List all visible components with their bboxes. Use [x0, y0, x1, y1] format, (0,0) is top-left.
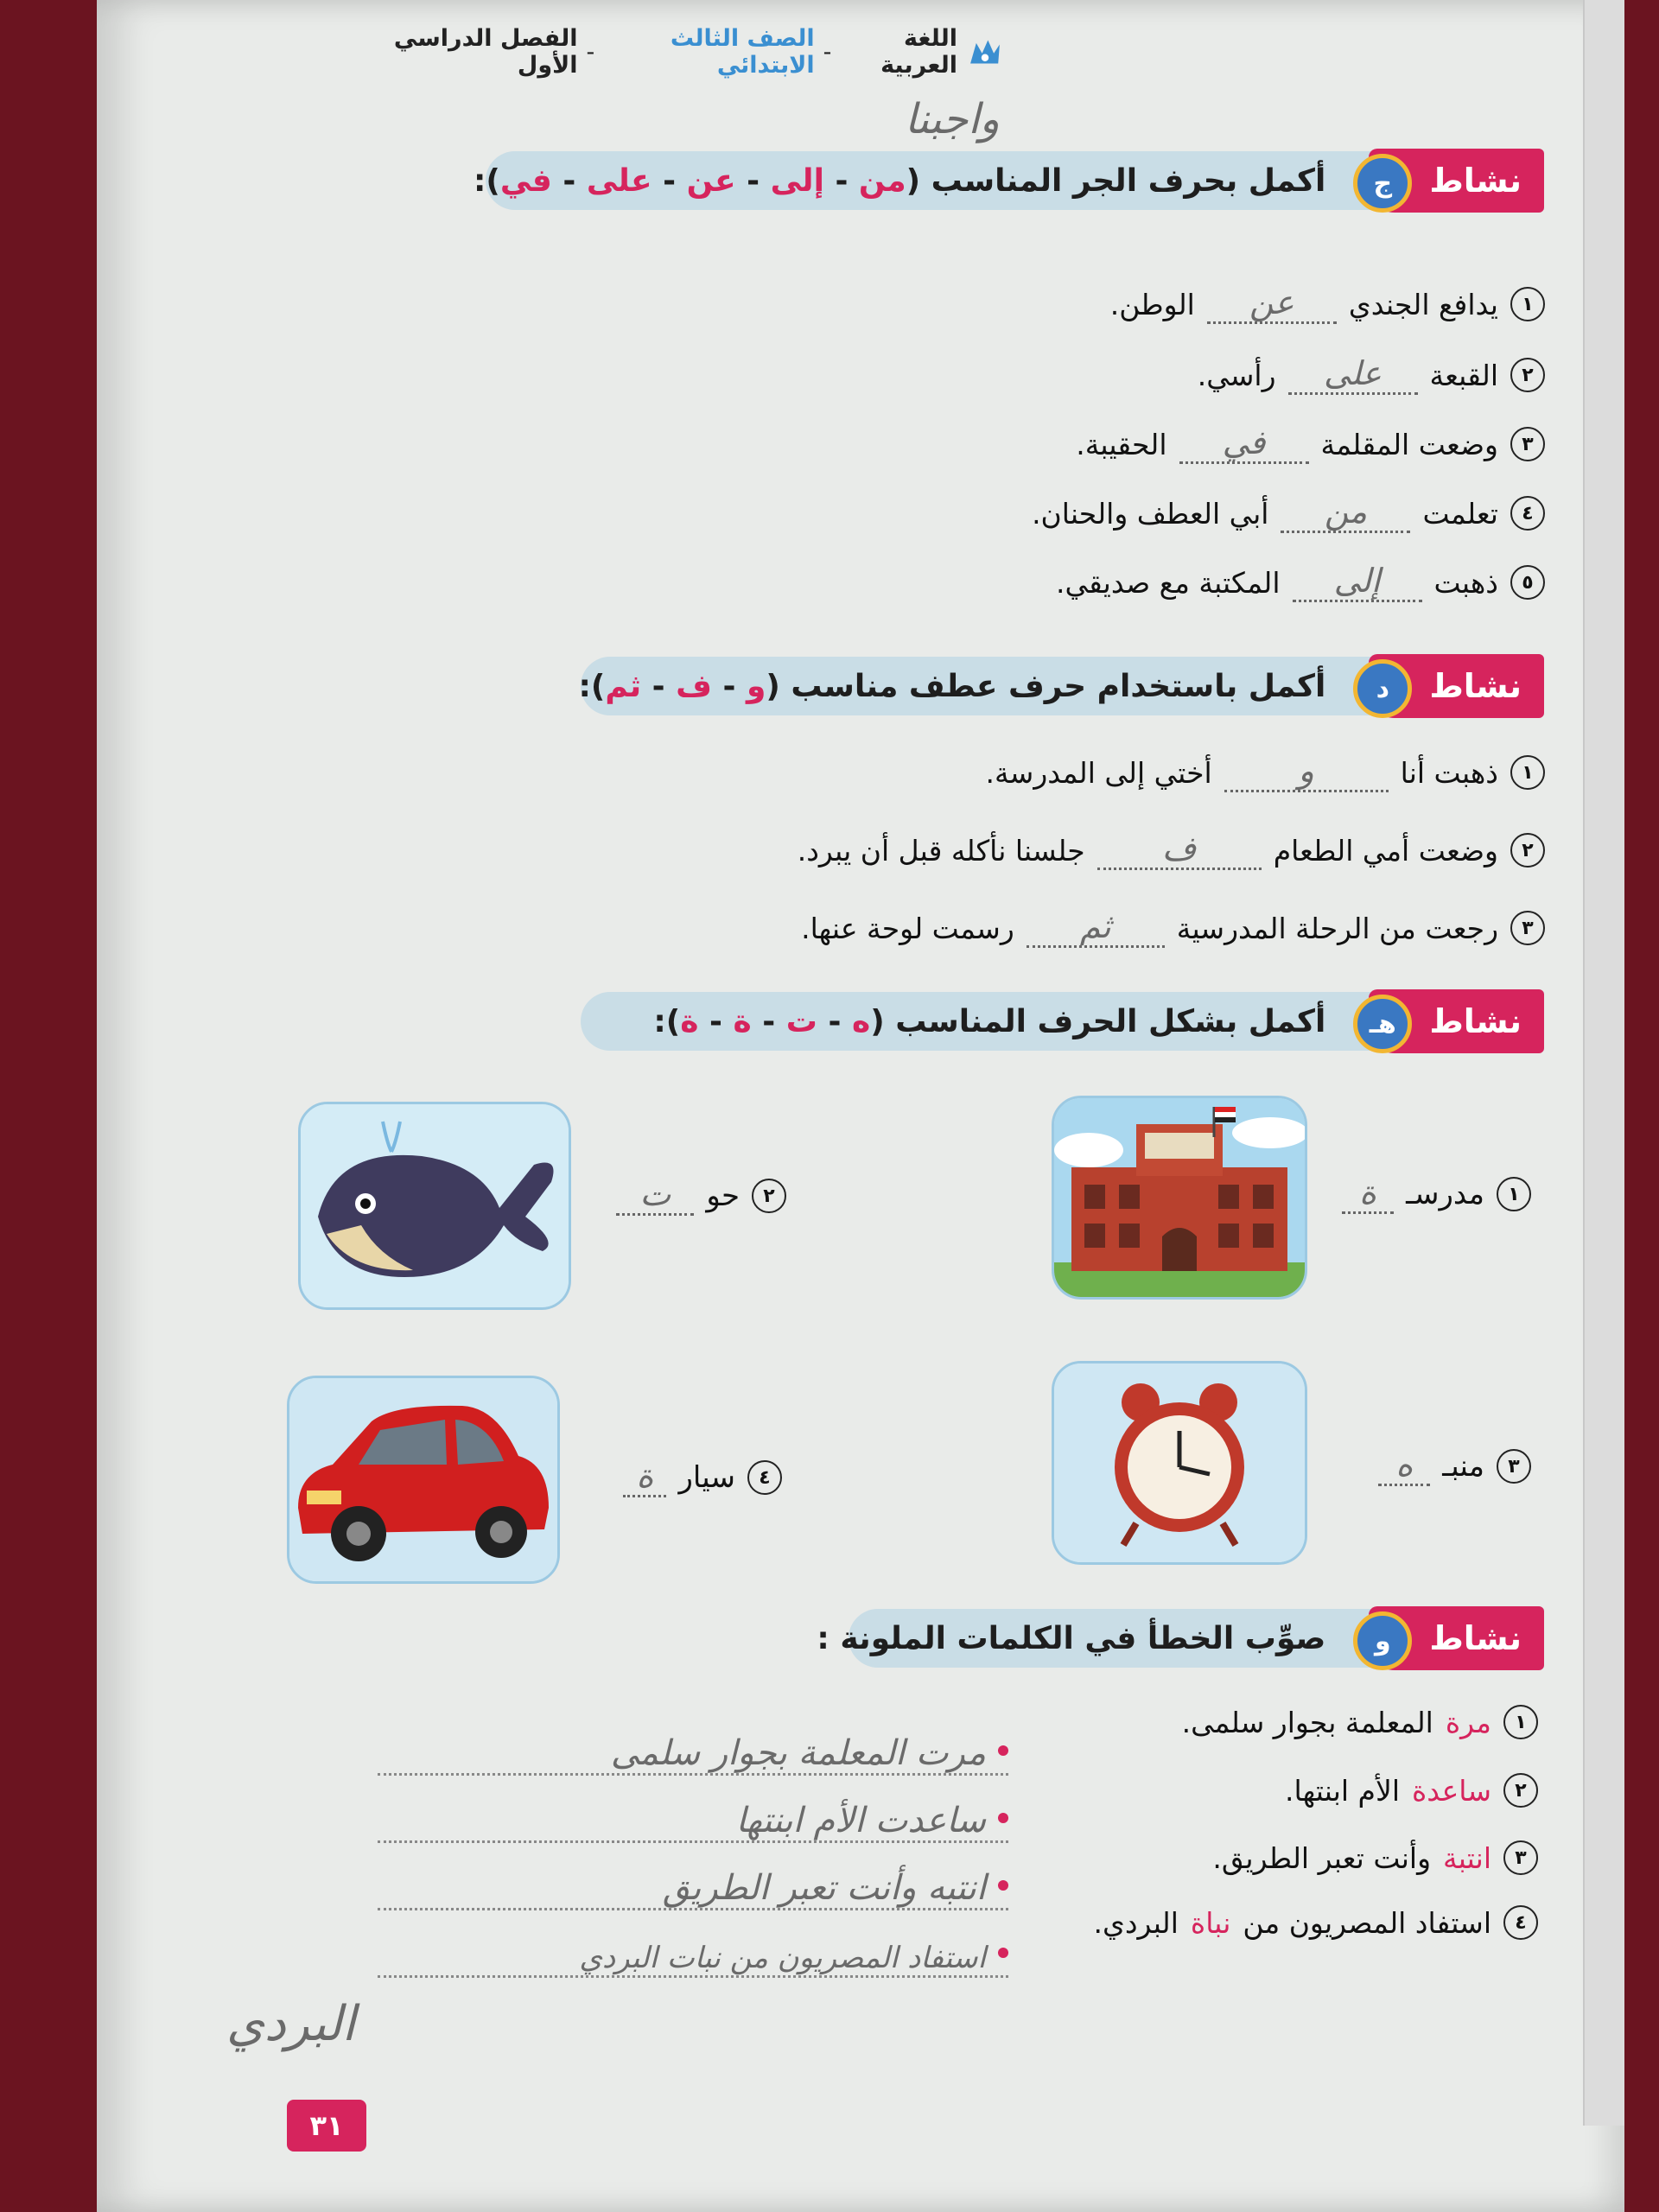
- activity-title: أكمل بحرف الجر المناسب (من - إلى - عن - على - في):: [474, 162, 1326, 199]
- wrong-word: نباة: [1190, 1905, 1231, 1940]
- page-number: ٣١: [287, 2100, 366, 2152]
- handwritten-note: واجبنا: [905, 95, 1000, 143]
- title-text: ):: [474, 162, 500, 199]
- item-text: رجعت من الرحلة المدرسية: [1176, 911, 1498, 945]
- logo-icon: [966, 35, 1004, 69]
- bullet-icon: [998, 1880, 1008, 1891]
- item-text: استفاد المصريون من: [1243, 1905, 1491, 1940]
- exercise-item: [798, 831, 1545, 870]
- school-picture: [1052, 1096, 1307, 1300]
- title-text: أكمل بشكل الحرف المناسب (: [870, 1003, 1326, 1039]
- bullet-icon: [998, 1948, 1008, 1958]
- answer-blank[interactable]: ه: [1378, 1447, 1430, 1486]
- exercise-item: [1076, 425, 1545, 464]
- exercise-item: [1285, 1773, 1538, 1808]
- alarm-clock-icon: [1054, 1363, 1305, 1562]
- activity-title: أكمل بشكل الحرف المناسب (ه - ت - ة - ة):: [653, 1003, 1326, 1039]
- activity-badge: [1369, 654, 1544, 718]
- answer-line[interactable]: [378, 1789, 1008, 1843]
- item-text: المكتبة مع صديقي.: [1055, 565, 1281, 600]
- item-number: ٢: [1510, 358, 1545, 392]
- item-number: ٣: [1510, 911, 1545, 945]
- title-text: ):: [653, 1003, 681, 1039]
- item-text: القبعة: [1429, 358, 1498, 392]
- handwritten-answer: ساعدت الأم ابنتها: [735, 1801, 986, 1840]
- answer-line[interactable]: [378, 1721, 1008, 1776]
- activity-badge: [1369, 149, 1544, 213]
- badge-letter: و: [1353, 1611, 1412, 1670]
- header-separator: -: [823, 38, 832, 66]
- item-text: الأم ابنتها.: [1285, 1773, 1400, 1808]
- item-text: ذهبت أنا: [1400, 755, 1498, 790]
- badge-label: نشاط: [1429, 667, 1522, 705]
- item-word: حو: [706, 1179, 740, 1214]
- whale-picture: [298, 1102, 571, 1310]
- exercise-item: [1032, 494, 1545, 533]
- option: و: [746, 668, 766, 704]
- item-text: وضعت أمي الطعام: [1273, 833, 1498, 868]
- answer-blank[interactable]: ف: [1097, 831, 1262, 870]
- item-text: أختي إلى المدرسة.: [985, 755, 1212, 790]
- option: ف: [676, 668, 712, 704]
- item-text: تعلمت: [1422, 496, 1498, 531]
- answer-blank[interactable]: ة: [1342, 1175, 1394, 1214]
- item-number: ٤: [1503, 1905, 1538, 1940]
- badge-label: نشاط: [1429, 1619, 1522, 1657]
- item-number: ٣: [1510, 427, 1545, 461]
- header-separator: -: [586, 38, 595, 66]
- answer-blank[interactable]: عن: [1207, 285, 1337, 324]
- exercise-item: [1198, 356, 1545, 395]
- bullet-icon: [998, 1813, 1008, 1823]
- item-number: ٤: [747, 1460, 782, 1495]
- answer-blank[interactable]: ة: [623, 1459, 666, 1497]
- exercise-item: [986, 753, 1546, 792]
- badge-label: نشاط: [1429, 1002, 1522, 1040]
- item-number: ٣: [1503, 1840, 1538, 1875]
- item-number: ١: [1503, 1705, 1538, 1739]
- picture-label: [623, 1459, 782, 1497]
- answer-line[interactable]: [378, 1856, 1008, 1910]
- header-grade: الصف الثالث الابتدائي: [670, 25, 815, 79]
- badge-letter: د: [1353, 659, 1412, 718]
- option: ه: [851, 1003, 871, 1039]
- item-number: ٢: [1503, 1773, 1538, 1808]
- answer-blank[interactable]: على: [1288, 356, 1418, 395]
- activity-badge: [1369, 1606, 1544, 1670]
- picture-label: [1378, 1447, 1531, 1486]
- handwritten-note: البردي: [226, 1996, 356, 2052]
- whale-icon: [301, 1104, 569, 1307]
- answer-blank[interactable]: و: [1224, 753, 1389, 792]
- page-header: [365, 26, 1004, 78]
- option: من: [858, 162, 906, 199]
- title-text: أكمل بحرف الجر المناسب (: [906, 162, 1326, 199]
- item-text: جلسنا نأكله قبل أن يبرد.: [797, 833, 1085, 868]
- answer-blank[interactable]: إلى: [1293, 563, 1422, 602]
- item-number: ٢: [1510, 833, 1545, 868]
- item-text: رأسي.: [1197, 358, 1276, 392]
- item-number: ٤: [1510, 496, 1545, 531]
- item-number: ٢: [752, 1179, 786, 1213]
- workbook-page: [97, 0, 1624, 2212]
- item-text: رسمت لوحة عنها.: [801, 911, 1014, 945]
- handwritten-answer: انتبه وأنت تعبر الطريق: [662, 1868, 986, 1908]
- option: ت: [785, 1003, 817, 1039]
- title-text: ):: [578, 668, 606, 704]
- item-text: وضعت المقلمة: [1320, 427, 1498, 461]
- header-term: الفصل الدراسي الأول: [393, 25, 578, 79]
- option: في: [499, 162, 552, 199]
- item-number: ١: [1510, 755, 1545, 790]
- exercise-item: [1212, 1840, 1538, 1875]
- badge-label: نشاط: [1429, 162, 1522, 200]
- bullet-icon: [998, 1745, 1008, 1756]
- header-subject: اللغة العربية: [880, 25, 958, 79]
- answer-line[interactable]: [378, 1923, 1008, 1978]
- handwritten-answer: استفاد المصريون من نبات البردي: [579, 1941, 986, 1975]
- activity-badge: [1369, 989, 1544, 1053]
- wrong-word: انتبة: [1443, 1840, 1491, 1875]
- badge-letter: هـ: [1353, 995, 1412, 1053]
- item-text: ذهبت: [1433, 565, 1498, 600]
- picture-label: [1342, 1175, 1531, 1214]
- activity-title: أكمل باستخدام حرف عطف مناسب (و - ف - ثم):: [578, 668, 1326, 704]
- item-word: مدرسـ: [1406, 1177, 1484, 1212]
- activity-waw-header: [817, 1609, 1544, 1668]
- exercise-item: [1056, 563, 1545, 602]
- item-text: أبي العطف والحنان.: [1032, 496, 1269, 531]
- clock-picture: [1052, 1361, 1307, 1565]
- item-word: منبـ: [1442, 1449, 1484, 1484]
- exercise-item: [1094, 1905, 1539, 1940]
- item-text: الوطن.: [1109, 287, 1195, 321]
- exercise-item: [1182, 1705, 1538, 1739]
- item-number: ٥: [1510, 565, 1545, 600]
- option: ة: [733, 1003, 752, 1039]
- handwritten-answer: مرت المعلمة بجوار سلمى: [610, 1733, 986, 1773]
- wrong-word: مرة: [1445, 1705, 1491, 1739]
- item-number: ٣: [1497, 1449, 1531, 1484]
- option: إلى: [770, 162, 824, 199]
- picture-label: [616, 1177, 786, 1216]
- school-building-icon: [1054, 1098, 1305, 1297]
- activity-dal-header: [578, 657, 1544, 715]
- activity-jeem-header: [474, 151, 1544, 210]
- item-text: البردي.: [1093, 1905, 1179, 1940]
- activity-title: صوِّب الخطأ في الكلمات الملونة :: [817, 1620, 1326, 1656]
- badge-letter: ج: [1353, 154, 1412, 213]
- item-number: ١: [1497, 1177, 1531, 1211]
- option: على: [586, 162, 652, 199]
- item-text: المعلمة بجوار سلمى.: [1181, 1705, 1433, 1739]
- car-picture: [287, 1376, 560, 1584]
- red-car-icon: [289, 1378, 557, 1581]
- item-number: ١: [1510, 287, 1545, 321]
- item-text: الحقيبة.: [1076, 427, 1167, 461]
- option: ثم: [605, 668, 642, 704]
- answer-blank[interactable]: من: [1281, 494, 1410, 533]
- title-text: أكمل باستخدام حرف عطف مناسب (: [766, 668, 1326, 704]
- answer-blank[interactable]: ت: [616, 1177, 694, 1216]
- exercise-item: [801, 909, 1545, 948]
- item-word: سيار: [678, 1460, 735, 1496]
- option: ة: [680, 1003, 699, 1039]
- answer-blank[interactable]: ثم: [1027, 909, 1165, 948]
- item-text: وأنت تعبر الطريق.: [1212, 1840, 1432, 1875]
- wrong-word: ساعدة: [1411, 1773, 1491, 1808]
- answer-blank[interactable]: في: [1179, 425, 1309, 464]
- page-edge: [1583, 0, 1624, 2126]
- item-text: يدافع الجندي: [1348, 287, 1498, 321]
- exercise-item: [1110, 285, 1545, 324]
- activity-ha-header: [581, 992, 1544, 1051]
- option: عن: [686, 162, 736, 199]
